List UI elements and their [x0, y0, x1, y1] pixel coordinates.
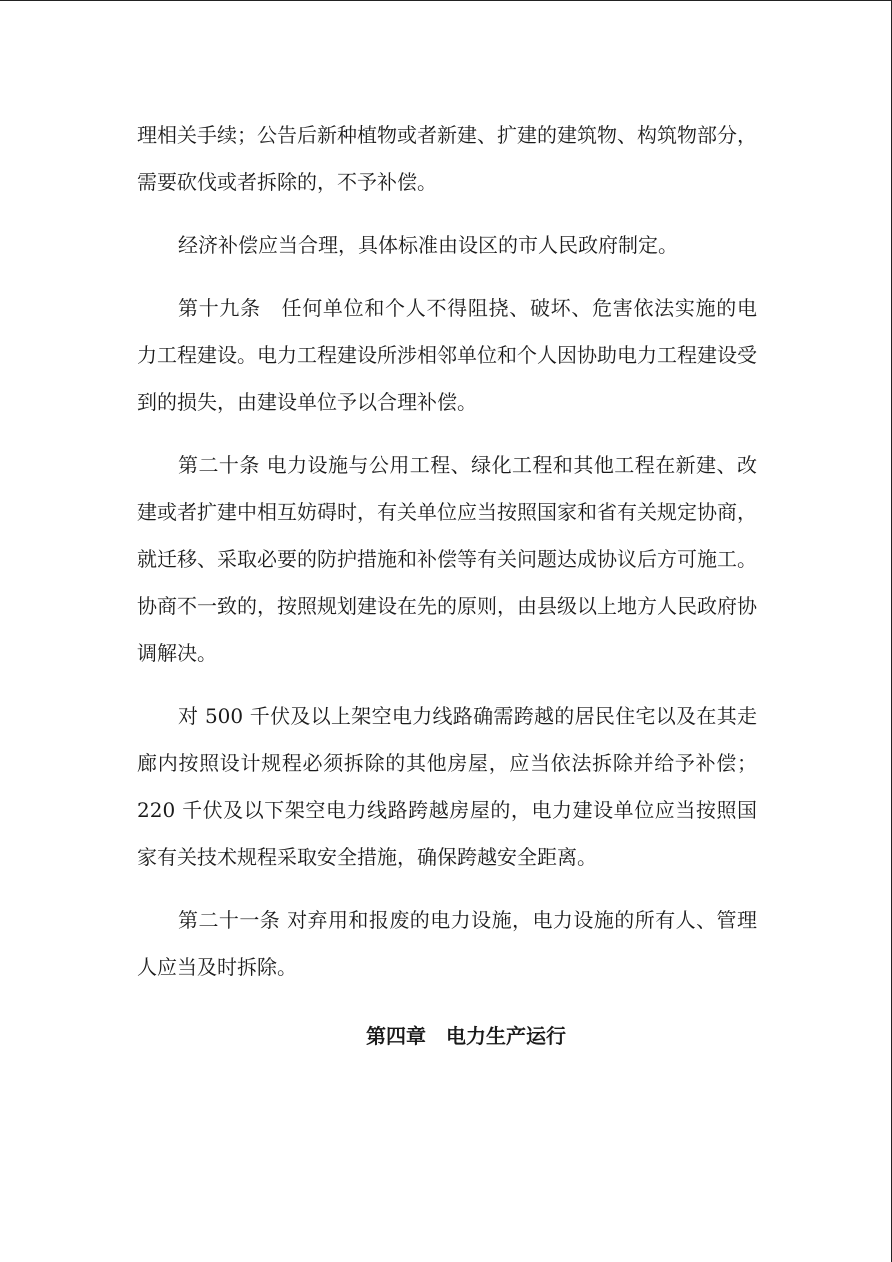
body-text: [137, 112, 757, 1007]
paragraph-continuation: 理相关手续；公告后新种植物或者新建、扩建的建筑物、构筑物部分，需要砍伐或者拆除的，不予补偿。: [137, 123, 757, 194]
paragraph-article-19: 第十九条 任何单位和个人不得阻挠、破坏、危害依法实施的电力工程建设。电力工程建设所涉相邻单位和个人因协助电力工程建设受到的损失，由建设单位予以合理补偿。: [137, 296, 757, 414]
chapter-heading: 第四章 电力生产运行: [366, 1024, 566, 1048]
paragraph-article-20: 第二十条 电力设施与公用工程、绿化工程和其他工程在新建、改建或者扩建中相互妨碍时，有关单位应当按照国家和省有关规定协商，就迁移、采取必要的防护措施和补偿等有关问题达成协议后方可施工。协商不一致的，按照规划建设在先的原则，由县级以上地方人民政府协调解决。: [137, 453, 757, 665]
paragraph-power-lines: 对 500 千伏及以上架空电力线路确需跨越的居民住宅以及在其走廊内按照设计规程必须拆除的其他房屋，应当依法拆除并给予补偿；220 千伏及以下架空电力线路跨越房屋的，电力建设单位应当按照国家有关技术规程采取安全措施，确保跨越安全距离。: [137, 704, 757, 869]
paragraph-article-21: 第二十一条 对弃用和报废的电力设施，电力设施的所有人、管理人应当及时拆除。: [137, 908, 757, 979]
paragraph-compensation: 经济补偿应当合理，具体标准由设区的市人民政府制定。: [178, 233, 678, 257]
